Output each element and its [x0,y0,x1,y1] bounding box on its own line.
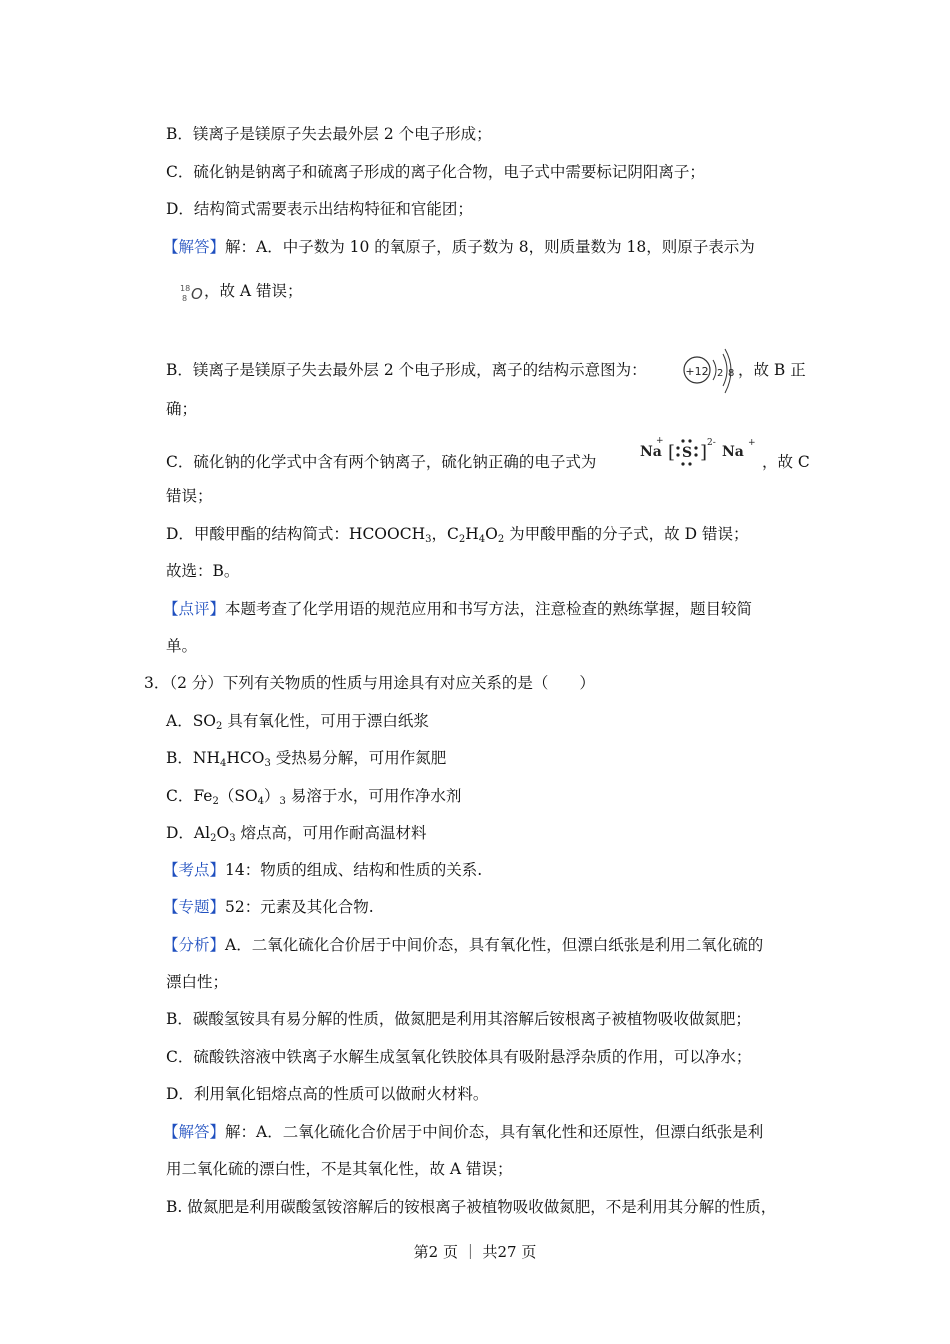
jieda-tag: 【解答】 [163,1123,226,1141]
sodium-sulfide-electron-formula [636,434,762,470]
svg-text:]: ] [700,442,708,463]
mg-shell2: 8 [728,368,735,379]
na-left-charge: + [656,436,664,446]
svg-text:[: [ [668,442,676,463]
answer-b-line: B．镁离子是镁原子失去最外层 2 个电子形成，离子的结构示意图为： [166,361,647,379]
fenxi-line-2: 漂白性； [166,973,229,991]
comment-tag: 【点评】 [163,600,226,618]
comment-cont: 单。 [166,637,198,655]
answer-line-2: ，故 A 错误； [204,282,303,300]
answer-c-tail: ，故 C [762,453,810,471]
comment-line: 【点评】本题考查了化学用语的规范应用和书写方法，注意检查的熟练掌握，题目较简 [163,600,753,618]
answer-c-line: C．硫化钠的化学式中含有两个钠离子，硫化钠正确的电子式为 [166,453,597,471]
page-footer: 第2 页 ｜ 共27 页 [413,1243,537,1261]
fenxi-line-3: B．碳酸氢铵具有易分解的性质，做氮肥是利用其溶解后铵根离子被植物吸收做氮肥； [166,1010,751,1028]
option-b: B．$NH_4HCO_3$ 受热易分解，可用作氮肥 [166,749,447,769]
answer-c-cont: 错误； [166,487,213,505]
zhuanti-line: 【专题】52：元素及其化合物. [163,898,374,916]
line-c-analysis: C．硫化钠是钠离子和硫离子形成的离子化合物，电子式中需要标记阴阳离子； [166,163,705,181]
jieda-line-3: B. 做氮肥是利用碳酸氢铵溶解后的铵根离子被植物吸收做氮肥，不是利用其分解的性质， [166,1198,777,1216]
s-charge: 2- [707,438,716,448]
choice-line: 故选：B。 [166,562,240,580]
zhuanti-tag: 【专题】 [163,898,226,916]
isotope-mass: 18 [180,284,191,293]
kaodian-line: 【考点】14：物质的组成、结构和性质的关系. [163,861,483,879]
answer-b-cont: 确； [166,400,198,418]
answer-text: 解：A．中子数为 10 的氧原子，质子数为 8，则质量数为 18，则原子表示为 [225,238,755,256]
kaodian-tag: 【考点】 [163,861,226,879]
fenxi-line-5: D．利用氧化铝熔点高的性质可以做耐火材料。 [166,1085,489,1103]
fenxi-tag: 【分析】 [163,936,226,954]
option-d: D．$Al_2O_3$ 熔点高，可用作耐高温材料 [166,824,427,844]
magnesium-ion-diagram [680,348,740,398]
s-symbol: S [682,445,693,461]
option-c: C．$Fe_2(SO_4)_3$ 易溶于水，可用作净水剂 [166,787,462,807]
question-3: 3．（2 分）下列有关物质的性质与用途具有对应关系的是（ ） [144,674,595,692]
isotope-z: 8 [182,294,188,303]
answer-line-1 [163,237,755,257]
jieda-line-2: 用二氧化硫的漂白性，不是其氧化性，故 A 错误； [166,1160,513,1178]
fenxi-line-4: C．硫酸铁溶液中铁离子水解生成氢氧化铁胶体具有吸附悬浮杂质的作用，可以净水； [166,1048,752,1066]
answer-d-line: D．甲酸甲酯的结构简式：$HCOOCH_3$，$C_2H_4O_2$ 为甲酸甲酯的分子式，故 D 错误； [166,525,749,545]
isotope-symbol: O [191,285,203,303]
mg-shell1: 2 [717,368,724,379]
na-left: Na [640,444,662,460]
line-b-analysis: B．镁离子是镁原子失去最外层 2 个电子形成； [166,125,492,143]
fenxi-line: 【分析】A．二氧化硫化合价居于中间价态，具有氧化性，但漂白纸张是利用二氧化硫的 [163,936,764,954]
line-d-analysis: D．结构简式需要表示出结构特征和官能团； [166,200,473,218]
answer-tag: 【解答】 [163,238,226,256]
na-right-charge: + [748,438,756,448]
mg-nucleus: +12 [685,365,709,378]
option-a: A．$SO_2$ 具有氧化性，可用于漂白纸浆 [166,712,429,732]
jieda-line: 【解答】解：A．二氧化硫化合价居于中间价态，具有氧化性和还原性，但漂白纸张是利 [163,1123,764,1141]
answer-b-tail: ，故 B 正 [738,361,806,379]
na-right: Na [722,444,744,460]
